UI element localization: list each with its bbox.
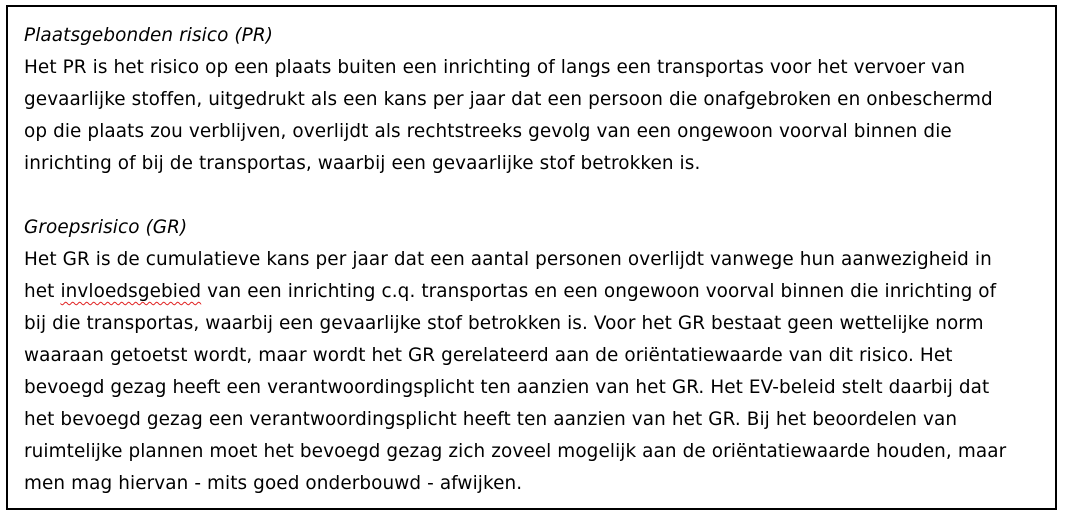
paragraph-line: Het GR is de cumulatieve kans per jaar dat een aantal personen overlijdt vanwege hun aanwezigheid in [24,249,992,270]
section-heading-pr: Plaatsgebonden risico (PR) [24,25,273,46]
paragraph-line [24,276,1044,308]
paragraph-pr [24,52,1044,180]
paragraph-line: Het PR is het risico op een plaats buiten een inrichting of langs een transportas voor het vervoer van [24,57,966,78]
section-groepsrisico [24,212,1044,500]
line-text-after: van een inrichting c.q. transportas en een ongewoon voorval binnen die inrichting of [201,281,997,302]
paragraph-spacer [24,180,1044,212]
paragraph-line: gevaarlijke stoffen, uitgedrukt als een kans per jaar dat een persoon die onafgebroken en onbeschermd [24,89,993,110]
paragraph-line: inrichting of bij de transportas, waarbij een gevaarlijke stof betrokken is. [24,153,701,174]
spellcheck-flagged-word[interactable]: invloedsgebied [60,281,202,302]
paragraph-line: ruimtelijke plannen moet het bevoegd gezag zich zoveel mogelijk aan de oriëntatiewaarde houden, maar [24,441,1007,462]
paragraph-line: waaraan getoetst wordt, maar wordt het GR gerelateerd aan de oriëntatiewaarde van dit risico. Het [24,345,953,366]
line-text-before: het [24,281,61,302]
section-heading-gr: Groepsrisico (GR) [24,217,188,238]
paragraph-line: bij die transportas, waarbij een gevaarlijke stof betrokken is. Voor het GR bestaat geen wettelijke norm [24,313,984,334]
paragraph-line: op die plaats zou verblijven, overlijdt als rechtstreeks gevolg van een ongewoon voorval binnen die [24,121,952,142]
paragraph-line: het bevoegd gezag een verantwoordingsplicht heeft ten aanzien van het GR. Bij het beoordelen van [24,409,958,430]
paragraph-line: men mag hiervan - mits goed onderbouwd - afwijken. [24,473,523,494]
paragraph-gr [24,244,1044,500]
section-plaatsgebonden-risico [24,20,1044,180]
document-text-block [24,20,1044,500]
paragraph-line: bevoegd gezag heeft een verantwoordingsplicht ten aanzien van het GR. Het EV-beleid stelt daarbij dat [24,377,990,398]
